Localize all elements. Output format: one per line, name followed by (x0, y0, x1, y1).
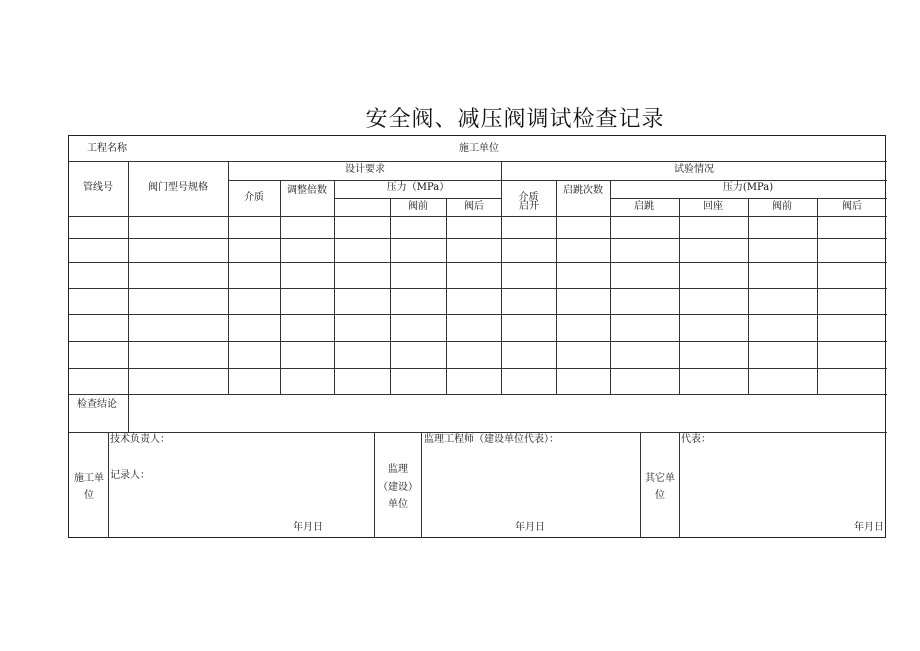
row-divider (69, 288, 887, 289)
conclusion-label: 检查结论 (77, 399, 117, 410)
row-divider (69, 314, 887, 315)
recorder-label: 记录人： (110, 470, 150, 481)
col-divider (280, 180, 281, 394)
row-divider (69, 368, 887, 369)
valve-model-header: 阀门型号规格 (148, 182, 208, 193)
col-divider (817, 198, 818, 394)
col-divider (128, 161, 129, 394)
pressure-header: 压力（MPa） (386, 182, 450, 193)
col-divider (421, 432, 422, 538)
after-valve2-header: 阀后 (842, 201, 862, 212)
row-divider (228, 180, 887, 181)
tech-leader-label: 技术负责人： (110, 434, 170, 445)
col-divider (390, 198, 391, 394)
record-form (68, 135, 886, 538)
row-divider (69, 238, 887, 239)
medium-header: 介质 (244, 192, 264, 203)
jump-count-header: 启跳次数 (563, 185, 603, 196)
pressure-right-header: 压力(MPa) (722, 182, 774, 193)
sig-supervision-line3: 单位 (388, 499, 408, 510)
col-divider (748, 198, 749, 394)
after-valve-header: 阀后 (464, 201, 484, 212)
col-divider (679, 432, 680, 538)
col-divider (374, 432, 375, 538)
col-divider (128, 394, 129, 432)
row-divider (69, 262, 887, 263)
date-3: 年月日 (854, 522, 884, 533)
date-2: 年月日 (515, 522, 545, 533)
construction-unit-label: 施工单位 (459, 143, 499, 154)
page-title: 安全阀、减压阀调试检查记录 (365, 107, 665, 132)
row-divider (69, 432, 887, 433)
sig-supervision-line1: 监理 (388, 464, 408, 475)
sig-other-unit-line1: 其它单 (645, 473, 675, 484)
col-divider (446, 198, 447, 394)
col-divider (640, 432, 641, 538)
col-divider (108, 432, 109, 538)
row-divider (69, 394, 887, 395)
representative-label: 代表： (681, 434, 711, 445)
row-divider (69, 341, 887, 342)
pipe-no-header: 管线号 (83, 182, 113, 193)
col-divider (679, 198, 680, 394)
before-valve2-header: 阀前 (772, 201, 792, 212)
sig-construction-unit-line2: 位 (84, 490, 94, 501)
sig-supervision-line2: （建设） (378, 482, 418, 493)
test-status-header: 试验情况 (674, 164, 714, 175)
sig-other-unit-line2: 位 (655, 490, 665, 501)
adjust-ratio-header: 调整倍数 (287, 185, 327, 196)
row-divider (69, 216, 887, 217)
project-name-label: 工程名称 (87, 143, 127, 154)
col-divider (334, 180, 335, 394)
col-divider (228, 161, 229, 394)
col-divider (610, 180, 611, 394)
row-divider (69, 161, 887, 162)
open-header: 启开 (519, 201, 539, 212)
col-divider (556, 180, 557, 394)
date-1: 年月日 (293, 522, 323, 533)
design-req-header: 设计要求 (345, 164, 385, 175)
sig-construction-unit-line1: 施工单 (74, 473, 104, 484)
row-divider (334, 198, 501, 199)
reseat-header: 回座 (703, 201, 723, 212)
before-valve-header: 阀前 (408, 201, 428, 212)
jump-header: 启跳 (634, 201, 654, 212)
supervisor-label: 监理工程师（建设单位代表）： (424, 434, 559, 445)
medium2-header: 介质 (518, 192, 539, 203)
col-divider (501, 161, 502, 394)
